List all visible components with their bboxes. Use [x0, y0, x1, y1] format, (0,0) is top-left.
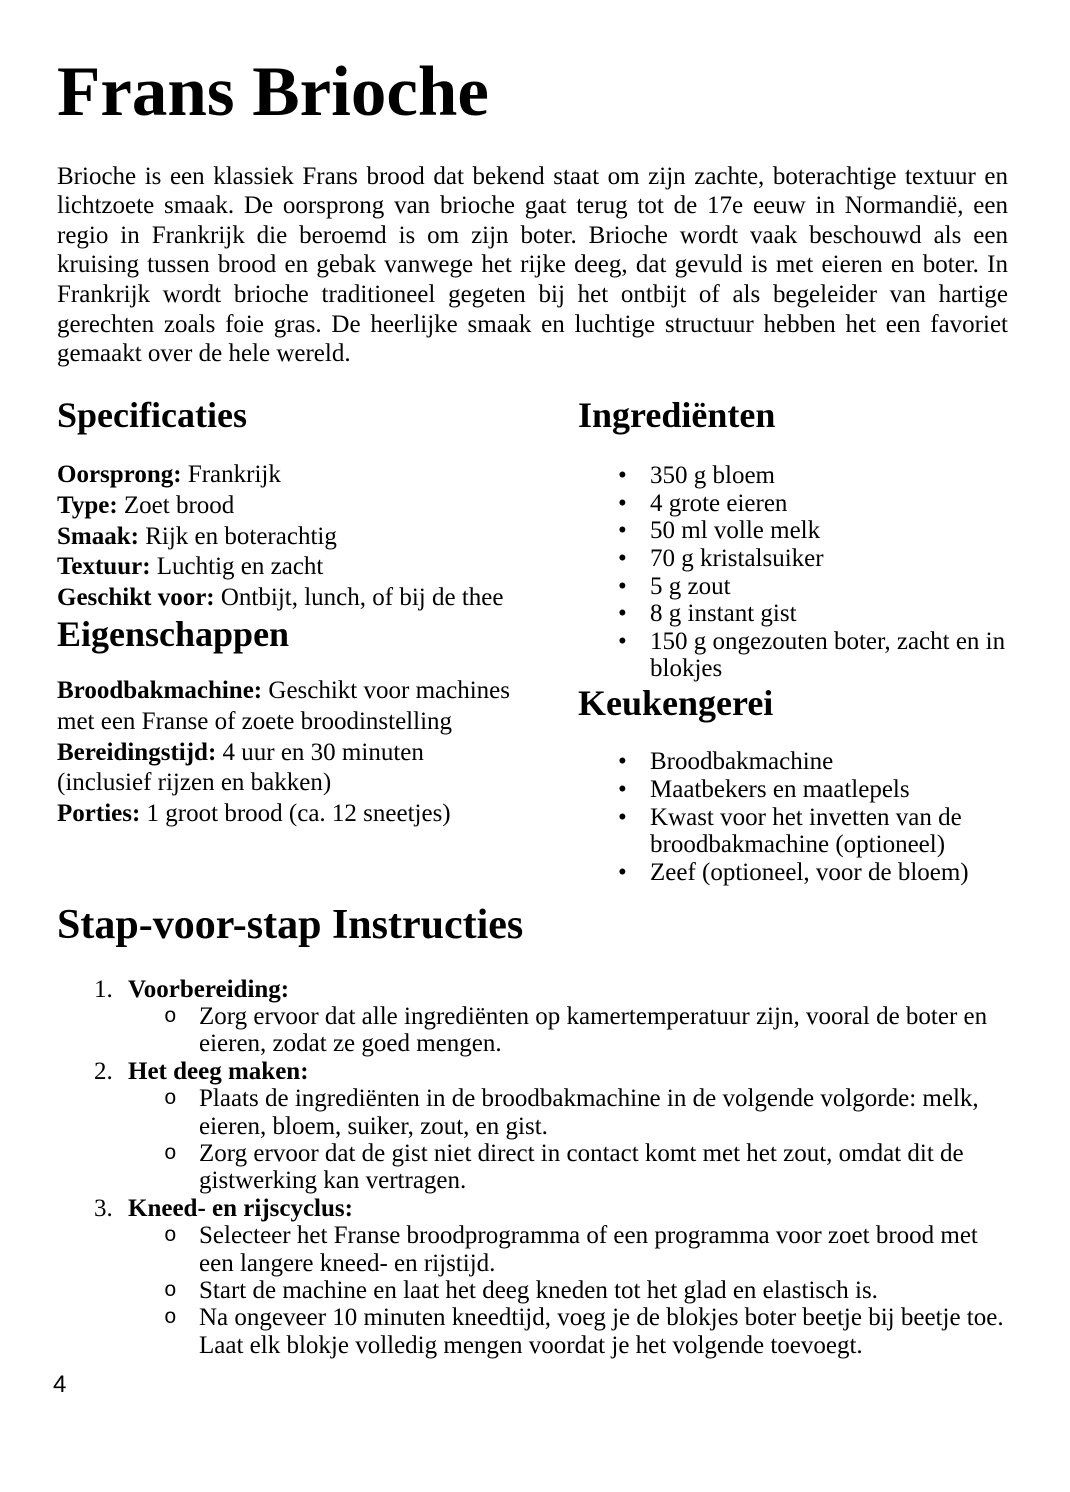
substep-text: Zorg ervoor dat alle ingrediënten op kamertemperatuur zijn, vooral de boter en eieren, zodat ze goed mengen. — [199, 1003, 988, 1058]
ingredient-item-text: 8 g instant gist — [650, 600, 797, 628]
spec-item-value: Rijk en boterachtig — [145, 522, 337, 550]
instruction-substep — [57, 1085, 1008, 1140]
instruction-substep — [57, 1140, 1008, 1195]
equipment-item-text: Broodbakmachine — [650, 748, 834, 776]
sub-bullet-icon: o — [164, 1006, 177, 1029]
equipment-item — [578, 748, 1008, 776]
spec-item-label: Geschikt voor: — [57, 584, 221, 611]
instruction-substep — [57, 1304, 1008, 1359]
left-column — [57, 395, 578, 887]
step-head — [57, 1058, 1008, 1085]
substep-text: Selecteer het Franse broodprogramma of een programma voor zoet brood met een langere kneed- en rijstijd. — [199, 1222, 978, 1277]
step-head — [57, 1195, 1008, 1222]
ingredient-item-text: 150 g ongezouten boter, zacht en in blokjes — [650, 627, 1006, 683]
ingredient-item-text: 350 g bloem — [650, 462, 775, 490]
ingredients-list — [578, 462, 1008, 683]
document-page — [0, 52, 1070, 1492]
spec-item — [57, 522, 522, 553]
intro-paragraph: Brioche is een klassiek Frans brood dat bekend staat om zijn zachte, boterachtige textuur en lichtzoete smaak. De oorsprong van brioche gaat terug tot de 17e eeuw in Normandië, een regio in Frankrijk die beroemd is om zijn boter. Brioche wordt vaak beschouwd als een kruising tussen brood en gebak vanwege het rijke deeg, dat gevuld is met eieren en boter. In Frankrijk wordt brioche traditioneel gegeten bij het ontbijt of als begeleider van hartige gerechten zoals foie gras. De heerlijke smaak en luchtige structuur hebben het een favoriet gemaakt over de hele wereld. — [57, 162, 1008, 368]
spec-item — [57, 552, 522, 583]
bullet-icon: • — [618, 858, 627, 886]
ingredient-item-text: 50 ml volle melk — [650, 517, 821, 545]
equipment-item-text: Zeef (optioneel, voor de bloem) — [650, 858, 969, 886]
substep-text: Zorg ervoor dat de gist niet direct in contact komt met het zout, omdat dit de gistwerking kan vertragen. — [199, 1140, 964, 1195]
bullet-icon: • — [618, 748, 627, 776]
property-item-label: Broodbakmachine: — [57, 677, 269, 705]
step-head — [57, 976, 1008, 1003]
section-heading-specificaties: Specificaties — [57, 394, 247, 435]
ingredient-item — [578, 628, 1008, 683]
spec-item-value: Ontbijt, lunch, of bij de thee — [220, 584, 504, 611]
spec-item-label: Oorsprong: — [57, 461, 188, 489]
substeps-list — [57, 1085, 1008, 1195]
step-number: 2. — [94, 1057, 113, 1085]
spec-item — [57, 491, 522, 522]
property-item-label: Bereidingstijd: — [57, 738, 223, 766]
bullet-icon: • — [618, 572, 627, 600]
page-number: 4 — [53, 1371, 67, 1399]
property-item-label: Porties: — [57, 799, 147, 827]
spec-item-value: Frankrijk — [187, 461, 281, 489]
instruction-step — [57, 1195, 1008, 1359]
properties-list — [57, 676, 522, 830]
bullet-icon: • — [618, 775, 627, 803]
instruction-substep — [57, 1222, 1008, 1277]
section-heading-instructions: Stap-voor-stap Instructies — [57, 902, 524, 949]
property-item — [57, 738, 522, 799]
property-item-value: 1 groot brood (ca. 12 sneetjes) — [146, 799, 451, 827]
specifications-list — [57, 460, 522, 614]
ingredient-item — [578, 545, 1008, 573]
substep-text: Plaats de ingrediënten in de broodbakmachine in de volgende volgorde: melk, eieren, bloem, suiker, zout, en gist. — [199, 1085, 979, 1140]
step-number: 1. — [94, 975, 113, 1003]
sub-bullet-icon: o — [164, 1280, 177, 1304]
sub-bullet-icon: o — [164, 1225, 177, 1249]
spec-item-label: Type: — [57, 491, 124, 519]
right-column — [578, 395, 1008, 887]
bullet-icon: • — [618, 462, 627, 490]
ingredient-item — [578, 462, 1008, 490]
equipment-item — [578, 859, 1008, 887]
property-item-value: Geschikt voor machines met een Franse of zoete broodinstelling — [57, 677, 510, 735]
spec-item — [57, 583, 522, 614]
step-title: Kneed- en rijscyclus: — [128, 1194, 353, 1222]
substep-text: Start de machine en laat het deeg kneden tot het glad en elastisch is. — [199, 1277, 878, 1305]
bullet-icon: • — [618, 489, 627, 517]
bullet-icon: • — [618, 517, 627, 545]
two-column-section — [57, 395, 1008, 887]
step-title: Voorbereiding: — [128, 975, 290, 1003]
ingredient-item — [578, 600, 1008, 628]
bullet-icon: • — [618, 627, 627, 655]
equipment-item-text: Kwast voor het invetten van de broodbakmachine (optioneel) — [650, 803, 962, 859]
instruction-step — [57, 976, 1008, 1058]
bullet-icon: • — [618, 544, 627, 572]
step-number: 3. — [94, 1194, 113, 1222]
property-item — [57, 799, 522, 830]
spec-item-label: Smaak: — [57, 522, 146, 550]
spec-item-label: Textuur: — [57, 553, 157, 581]
spec-item-value: Luchtig en zacht — [156, 553, 324, 581]
instructions-list — [57, 976, 1008, 1360]
section-heading-eigenschappen: Eigenschappen — [57, 613, 290, 654]
substeps-list — [57, 1222, 1008, 1359]
ingredient-item-text: 70 g kristalsuiker — [650, 544, 824, 572]
spec-item — [57, 460, 522, 491]
instruction-step — [57, 1058, 1008, 1195]
sub-bullet-icon: o — [164, 1307, 177, 1331]
ingredient-item — [578, 573, 1008, 601]
substep-text: Na ongeveer 10 minuten kneedtijd, voeg je de blokjes boter beetje bij beetje toe. Laat elk blokje volledig mengen voordat je het volgende toevoegt. — [199, 1304, 1004, 1359]
ingredient-item-text: 5 g zout — [650, 572, 731, 600]
instruction-substep — [57, 1277, 1008, 1304]
property-item — [57, 676, 522, 737]
sub-bullet-icon: o — [164, 1088, 177, 1112]
step-title: Het deeg maken: — [128, 1057, 309, 1085]
section-heading-ingredienten: Ingrediënten — [578, 394, 776, 435]
bullet-icon: • — [618, 600, 627, 628]
spec-item-value: Zoet brood — [123, 491, 235, 519]
ingredient-item-text: 4 grote eieren — [650, 489, 788, 517]
page-title: Frans Brioche — [57, 53, 489, 131]
property-item-value: 4 uur en 30 minuten (inclusief rijzen en bakken) — [57, 738, 424, 797]
ingredient-item — [578, 517, 1008, 545]
sub-bullet-icon: o — [164, 1143, 177, 1167]
section-heading-keukengerei: Keukengerei — [578, 682, 774, 723]
equipment-item — [578, 776, 1008, 804]
equipment-list — [578, 748, 1008, 886]
equipment-item-text: Maatbekers en maatlepels — [650, 775, 910, 803]
instruction-substep — [57, 1003, 1008, 1058]
ingredient-item — [578, 490, 1008, 518]
substeps-list — [57, 1003, 1008, 1058]
equipment-item — [578, 804, 1008, 859]
bullet-icon: • — [618, 803, 627, 831]
